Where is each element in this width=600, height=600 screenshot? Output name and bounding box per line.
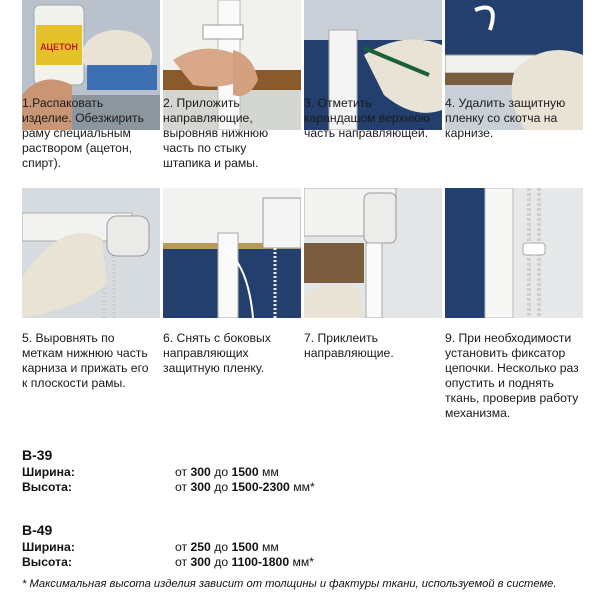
spec-b49-width-label: Ширина:: [22, 540, 75, 554]
caption-step-1: 1.Распаковать изделие. Обезжирить раму специальным раствором (ацетон, спирт).: [22, 96, 144, 170]
spec-b39-height-label: Высота:: [22, 480, 72, 494]
acetone-label: АЦЕТОН: [40, 42, 78, 52]
caption-step-7: 7. Приклеить направляющие.: [304, 331, 394, 360]
spec-b49-height-label: Высота:: [22, 555, 72, 569]
caption-step-6: 6. Снять с боковых направляющих защитную пленку.: [163, 331, 271, 375]
spec-b39-height-value: от 300 до 1500-2300 мм*: [175, 480, 315, 494]
spec-b39-width-row: [22, 465, 582, 480]
caption-step-9: 9. При необходимости установить фиксатор цепочки. Несколько раз опустить и поднять ткань, проверив работу механизма.: [445, 331, 579, 420]
spec-b49-height-row: [22, 555, 582, 570]
spec-b49-width-row: [22, 540, 582, 555]
spec-b39-width-label: Ширина:: [22, 465, 75, 479]
caption-step-3: 3. Отметить карандашом верхнюю часть направляющей.: [304, 96, 430, 140]
photo-step-7: [304, 188, 442, 318]
photo-step-9: [445, 188, 583, 318]
spec-model-b49: B-49: [22, 522, 53, 538]
caption-step-5: 5. Выровнять по меткам нижнюю часть карниза и прижать его к плоскости рамы.: [22, 331, 149, 390]
spec-b49-width-value: от 250 до 1500 мм: [175, 540, 279, 554]
spec-b49-height-value: от 300 до 1100-1800 мм*: [175, 555, 315, 569]
caption-step-2: 2. Приложить направляющие, выровняв нижнюю часть по стыку штапика и рамы.: [163, 96, 269, 170]
spec-b39-height-row: [22, 480, 582, 495]
spec-model-b39: B-39: [22, 447, 53, 463]
photo-step-5: [22, 188, 160, 318]
footnote: * Максимальная высота изделия зависит от толщины и фактуры ткани, используемой в системе.: [22, 578, 557, 590]
caption-step-4: 4. Удалить защитную пленку со скотча на карнизе.: [445, 96, 566, 140]
spec-b39-width-value: от 300 до 1500 мм: [175, 465, 279, 479]
photo-step-6: [163, 188, 301, 318]
